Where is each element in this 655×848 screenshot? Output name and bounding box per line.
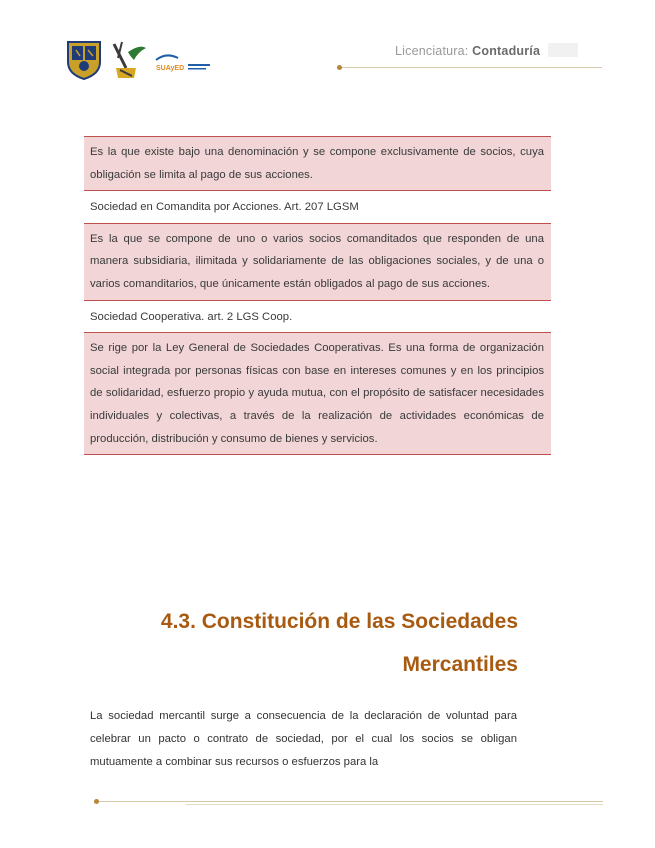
unam-shield-logo: [66, 38, 102, 80]
header-logos: [66, 38, 216, 82]
societies-table: [84, 136, 551, 455]
suayed-logo-text: SUAyED: [156, 65, 185, 72]
footer-rule: [96, 801, 603, 802]
suayed-logo: [154, 52, 212, 74]
header-program-title: [395, 44, 540, 58]
table-row: Es la que existe bajo una denominación y se compone exclusivamente de socios, cuya obligación se limita al pago de sus acciones.: [84, 136, 551, 190]
section-heading: [100, 600, 518, 686]
section-heading-line2: Mercantiles: [402, 653, 518, 676]
header-rule: [340, 67, 602, 68]
table-row: Sociedad Cooperativa. art. 2 LGS Coop.: [84, 300, 551, 333]
fca-logo: [110, 38, 148, 80]
section-heading-line1: 4.3. Constitución de las Sociedades: [160, 610, 518, 633]
table-row: Es la que se compone de uno o varios socios comanditados que responden de una manera subsidiaria, ilimitada y solidariamente de las obligaciones sociales, y de una o varios comanditarios, que únicamente están obligados al pago de sus acciones.: [84, 223, 551, 300]
footer-dot: [94, 799, 99, 804]
header-title-bold: Contaduría: [472, 44, 541, 58]
body-paragraph: La sociedad mercantil surge a consecuencia de la declaración de voluntad para celebrar un pacto o contrato de sociedad, por el cual los socios se obligan mutuamente a combinar sus recursos o esfuerzos para la: [90, 710, 517, 768]
table-row: Se rige por la Ley General de Sociedades Cooperativas. Es una forma de organización social integrada por personas físicas con base en intereses comunes y en los principios de solidaridad, esfuerzo propio y ayuda mutua, con el propósito de satisfacer necesidades individuales y colectivas, a través de la realización de actividades económicas de producción, distribución y consumo de bienes y servicios.: [84, 332, 551, 455]
header-decoration-box: [548, 43, 578, 57]
footer-rule-secondary: [186, 804, 603, 805]
header-title-prefix: Licenciatura:: [395, 44, 473, 58]
header-dot: [337, 65, 342, 70]
table-row: Sociedad en Comandita por Acciones. Art. 207 LGSM: [84, 190, 551, 223]
